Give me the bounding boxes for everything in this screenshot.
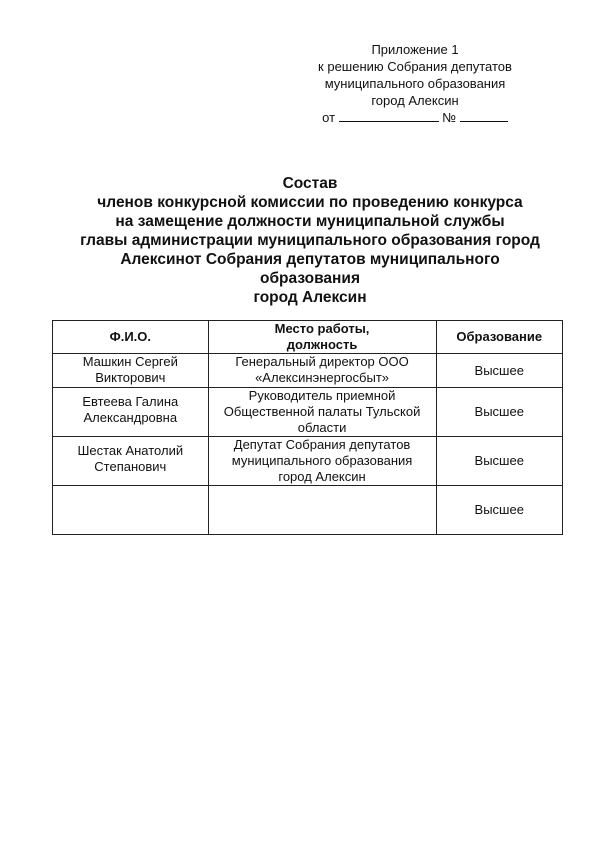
title-line: главы администрации муниципального образования город xyxy=(80,232,540,249)
table-row xyxy=(53,354,563,388)
member-name: Евтеева Галина Александровна xyxy=(53,388,209,437)
document-title xyxy=(40,174,580,307)
appendix-date-number-line xyxy=(290,109,540,126)
title-line: Состав xyxy=(282,175,338,192)
appendix-line: муниципального образования xyxy=(324,76,506,91)
number-label: № xyxy=(442,110,457,125)
member-education: Высшее xyxy=(436,388,563,437)
member-education: Высшее xyxy=(436,486,563,535)
member-name: Шестак Анатолий Степанович xyxy=(53,437,209,486)
title-line: город Алексин xyxy=(253,289,367,306)
member-job: Генеральный директор ООО «Алексинэнергосбыт» xyxy=(208,354,436,388)
member-name: Машкин Сергей Викторович xyxy=(53,354,209,388)
member-job: Депутат Собрания депутатов муниципального образования город Алексин xyxy=(208,437,436,486)
commission-table xyxy=(52,320,563,535)
table-row xyxy=(53,437,563,486)
date-blank xyxy=(339,119,439,122)
member-name xyxy=(53,486,209,535)
title-line: Алексинот Собрания депутатов муниципального xyxy=(120,251,500,268)
title-line: членов конкурсной комиссии по проведению конкурса xyxy=(97,194,523,211)
member-job xyxy=(208,486,436,535)
table-header-row xyxy=(53,321,563,354)
member-education: Высшее xyxy=(436,354,563,388)
appendix-header xyxy=(290,41,540,126)
title-line: образования xyxy=(260,270,360,287)
appendix-line: к решению Собрания депутатов xyxy=(318,59,512,74)
title-line: на замещение должности муниципальной службы xyxy=(115,213,505,230)
table-row xyxy=(53,388,563,437)
from-label: от xyxy=(322,110,336,125)
appendix-line: город Алексин xyxy=(371,93,459,108)
member-education: Высшее xyxy=(436,437,563,486)
header-name: Ф.И.О. xyxy=(53,321,209,354)
number-blank xyxy=(460,119,508,122)
table-row xyxy=(53,486,563,535)
appendix-line: Приложение 1 xyxy=(371,42,459,57)
header-education: Образование xyxy=(436,321,563,354)
member-job: Руководитель приемной Общественной палаты Тульской области xyxy=(208,388,436,437)
header-job: Место работы, должность xyxy=(208,321,436,354)
